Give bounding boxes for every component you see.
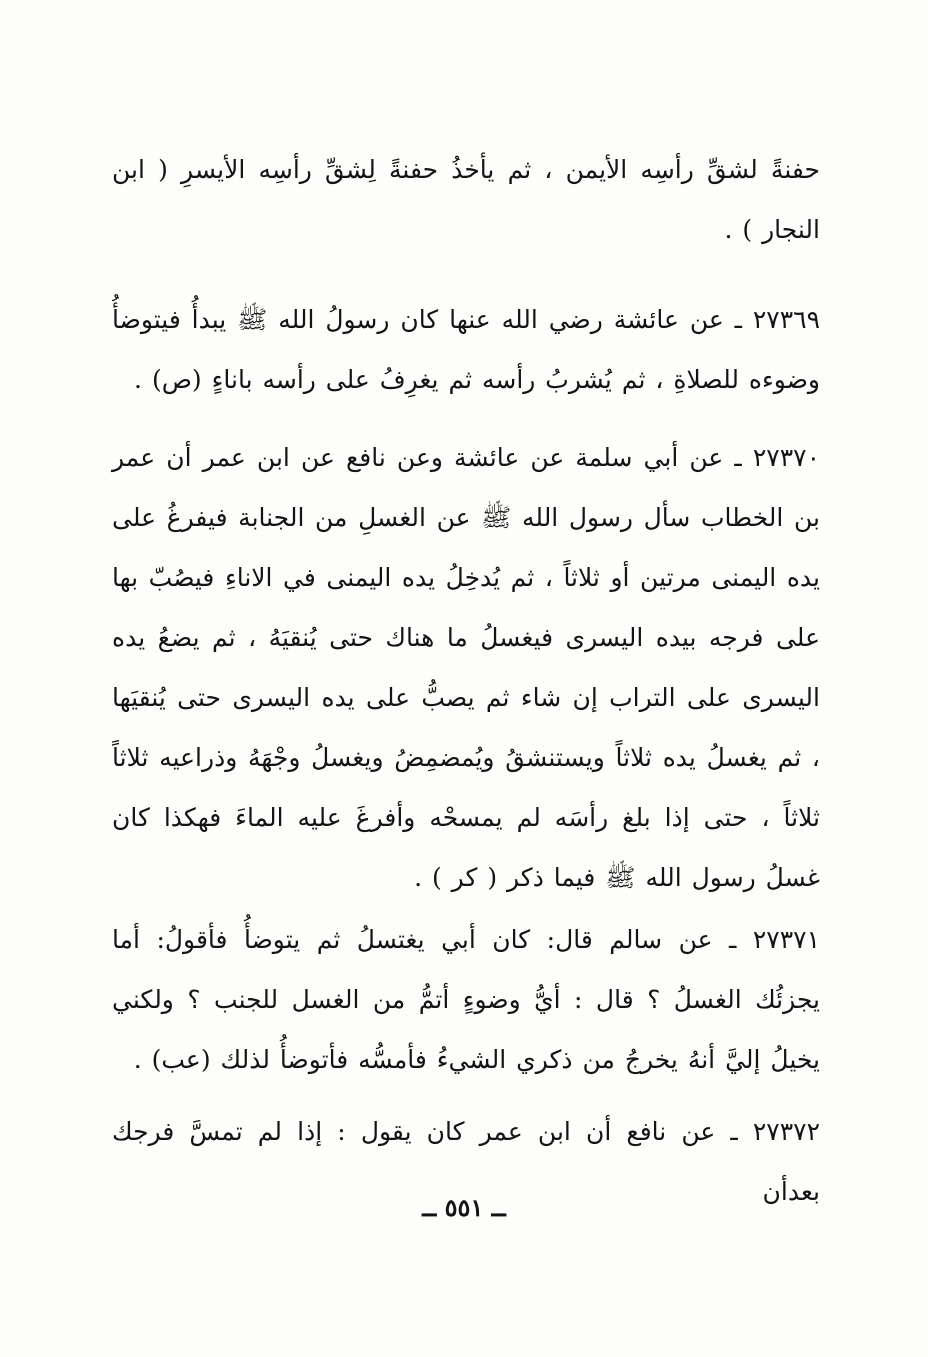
paragraph-text: حفنةً لشقِّ رأسِه الأيمن ، ثم يأخذُ حفنةً لِشقِّ رأسِه الأيسرِ ( ابن النجار ) .: [112, 155, 820, 244]
paragraph-text: ٢٧٣٦٩ ـ عن عائشة رضي الله عنها كان رسولُ الله ﷺ يبدأُ فيتوضأُ وضوءه للصلاةِ ، ثم يُشربُ رأسه ثم يغرِفُ على رأسه باناءٍ (ص) .: [112, 305, 820, 394]
paragraph-text: ٢٧٣٧٠ ـ عن أبي سلمة عن عائشة وعن نافع عن ابن عمر أن عمر بن الخطاب سأل رسول الله ﷺ عن الغسلِ من الجنابة فيفرغُ على يده اليمنى مرتين أو ثلاثاً ، ثم يُدخِلُ يده اليمنى في الاناءِ فيصُبّ بها على فرجه بيده اليسرى فيغسلُ ما هناك حتى يُنقيَهُ ، ثم يضعُ يده اليسرى على التراب إن شاء ثم يصبُّ على يده اليسرى حتى يُنقيَها ، ثم يغسلُ يده ثلاثاً ويستنشقُ ويُمضمِضُ ويغسلُ وجْهَهُ وذراعيه ثلاثاً ثلاثاً ، حتى إذا بلغ رأسَه لم يمسحْه وأفرغَ عليه الماءَ فهكذا كان غسلُ رسول الله ﷺ فيما ذكر ( كر ) .: [112, 443, 820, 892]
paragraph-text: ٢٧٣٧٢ ـ عن نافع أن ابن عمر كان يقول : إذا لم تمسَّ فرجك بعدأن: [112, 1117, 820, 1206]
hadith-27370: [112, 428, 820, 908]
hadith-continuation: [112, 140, 820, 260]
hadith-27369: [112, 290, 820, 410]
hadith-27371: [112, 910, 820, 1090]
paragraph-text: ٢٧٣٧١ ـ عن سالم قال: كان أبي يغتسلُ ثم يتوضأُ فأقولُ: أما يجزئُك الغسلُ ؟ قال : أيُّ وضوءٍ أتمُّ من الغسل للجنب ؟ ولكني يخيلُ إليَّ أنهُ يخرجُ من ذكري الشيءُ فأمسُّه فأتوضأُ لذلك (عب) .: [112, 925, 820, 1074]
page-number: ــ ٥٥١ ــ: [422, 1193, 506, 1222]
